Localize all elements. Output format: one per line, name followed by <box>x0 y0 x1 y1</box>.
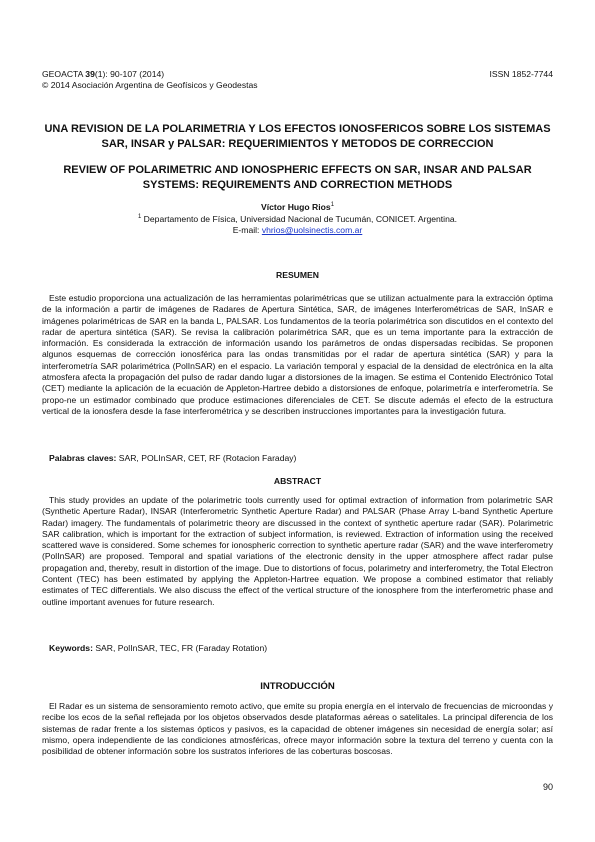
author-block <box>42 202 553 237</box>
page-number: 90 <box>542 782 553 792</box>
email-line <box>42 225 553 237</box>
affiliation: Departamento de Física, Universidad Nacional de Tucumán, CONICET. Argentina. <box>141 213 458 224</box>
resumen-text: Este estudio proporciona una actualización de las herramientas polarimétricas que se utilizan actualmente para la extracción óptima de la información a partir de imágenes de Radares de Apertura Sintética, SAR, de imágenes Interferométricas de SAR, InSAR e imágenes polarimétricas de SAR en la banda L, PALSAR. Los fundamentos de la teoría polarimétrica son discutidos en el contexto del radar de apertura sintética (SAR). Se revisa la calibración polarimétrica SAR, que es un tema importante para la extracción de información. Es considerada la extracción de información usando los parámetros de ondas dispersadas recibidas. Se proponen algunos esquemas de corrección ionosférica para las ondas transmitidas por el radar de apertura sintética (SAR) y para la interferometría SAR polarimétrica (PolInSAR) en el espacio. La variación temporal y espacial de la densidad de electrónica en la alta atmosfera afecta la propagación del pulso de radar dando lugar a distorsiones de la imagen. Se estima el Contenido Electrónico Total (CET) mediante la aplicación de la ecuación de Appleton-Hartree debido a distorsiones de enfoque, polarimetría e interferometría. Se propo-ne un estimador combinado que produce estimaciones diferenciales de CET. Se discute además el efecto de la estructura vertical de la ionosfera desde la fase interferométrica y se describen instrucciones importantes para la investigación futura. <box>42 293 553 416</box>
citation-line <box>42 69 258 80</box>
title-english: REVIEW OF POLARIMETRIC AND IONOSPHERIC EFFECTS ON SAR, INSAR AND PALSAR SYSTEMS: REQUIREMENTS AND CORRECTION METHODS <box>63 164 532 191</box>
intro-text: El Radar es un sistema de sensoramiento remoto activo, que emite su propia energía en el intervalo de frecuencias de microondas y recibe los ecos de la señal reflejada por los objetos observados desde plataformas aéreas o satelitales. La principal diferencia de los sistemas de radar frente a los sistemas ópticos y pasivos, es la capacidad de obtener imágenes sin necesidad de energía solar; así mismo, opera independiente de las condiciones atmosféricas, ofrece mayor información sobre la textura del terreno y cuenta con la posibilidad de obtener información sobre los sustratos inferiores de las coberturas boscosas. <box>42 701 553 757</box>
affiliation-line <box>42 214 553 226</box>
abstract-text: This study provides an update of the polarimetric tools currently used for optimal extraction of information from polarimetric SAR (Synthetic Aperture Radar), INSAR (Interferometric Synthetic Aperture Radar) and PALSAR (Phase Array L-band Synthetic Aperture Radar) imagery. The fundamentals of polarimetric theory are discussed in the context of synthetic aperture radar (SAR). Polarimetric SAR calibration, which is important for the extraction of subject information, is reviewed. Extraction of information using the received scattered wave is considered. Some schemes for ionospheric correction to synthetic aperture radar (SAR) and the wave interferometry (PolInSAR) are proposed. Temporal and spatial variations of the electronic density in the upper atmosphere affect radar pulse propagation and, thereby, result in distortion of the image. Due to distortions of focus, polarimetry and interferometry, the Total Electron Content (TEC) has been estimated by applying the Appleton-Hartree equation. We propose a combined estimator that reliably estimates of TEC differentials. We also discuss the effect of the vertical structure of the ionosphere from the interferometric phase and outline important avenues for future research. <box>42 495 553 607</box>
affiliation-sup: 1 <box>137 213 142 220</box>
journal-name: GEOACTA <box>42 69 86 79</box>
keywords-en-label: Keywords: <box>49 643 93 653</box>
author-sup: 1 <box>330 202 335 209</box>
email-link[interactable]: vhrios@uolsinectis.com.ar <box>261 225 363 235</box>
journal-citation <box>42 69 258 91</box>
title-spanish: UNA REVISION DE LA POLARIMETRIA Y LOS EFECTOS IONOSFERICOS SOBRE LOS SISTEMAS SAR, INSAR y PALSAR: REQUERIMIENTOS Y METODOS DE CORRECCION <box>44 123 551 150</box>
journal-volume: 39 <box>85 69 95 79</box>
keywords <box>49 643 267 654</box>
abstract-heading: ABSTRACT <box>273 476 322 486</box>
resumen-heading: RESUMEN <box>276 270 319 280</box>
copyright-line: © 2014 Asociación Argentina de Geofísicos y Geodestas <box>42 80 258 90</box>
palabras-claves <box>49 453 296 464</box>
intro-heading: INTRODUCCIÓN <box>260 681 335 692</box>
keywords-es: SAR, POLInSAR, CET, RF (Rotacion Faraday) <box>116 453 297 463</box>
keywords-en: SAR, PolInSAR, TEC, FR (Faraday Rotation) <box>92 643 268 653</box>
author-name: Víctor Hugo Rios <box>260 202 331 212</box>
author-line <box>42 202 553 214</box>
keywords-es-label: Palabras claves: <box>49 453 117 463</box>
issn: ISSN 1852-7744 <box>489 69 553 79</box>
journal-issue-pages: (1): 90-107 (2014) <box>94 69 165 79</box>
email-label: E-mail: <box>232 225 262 235</box>
